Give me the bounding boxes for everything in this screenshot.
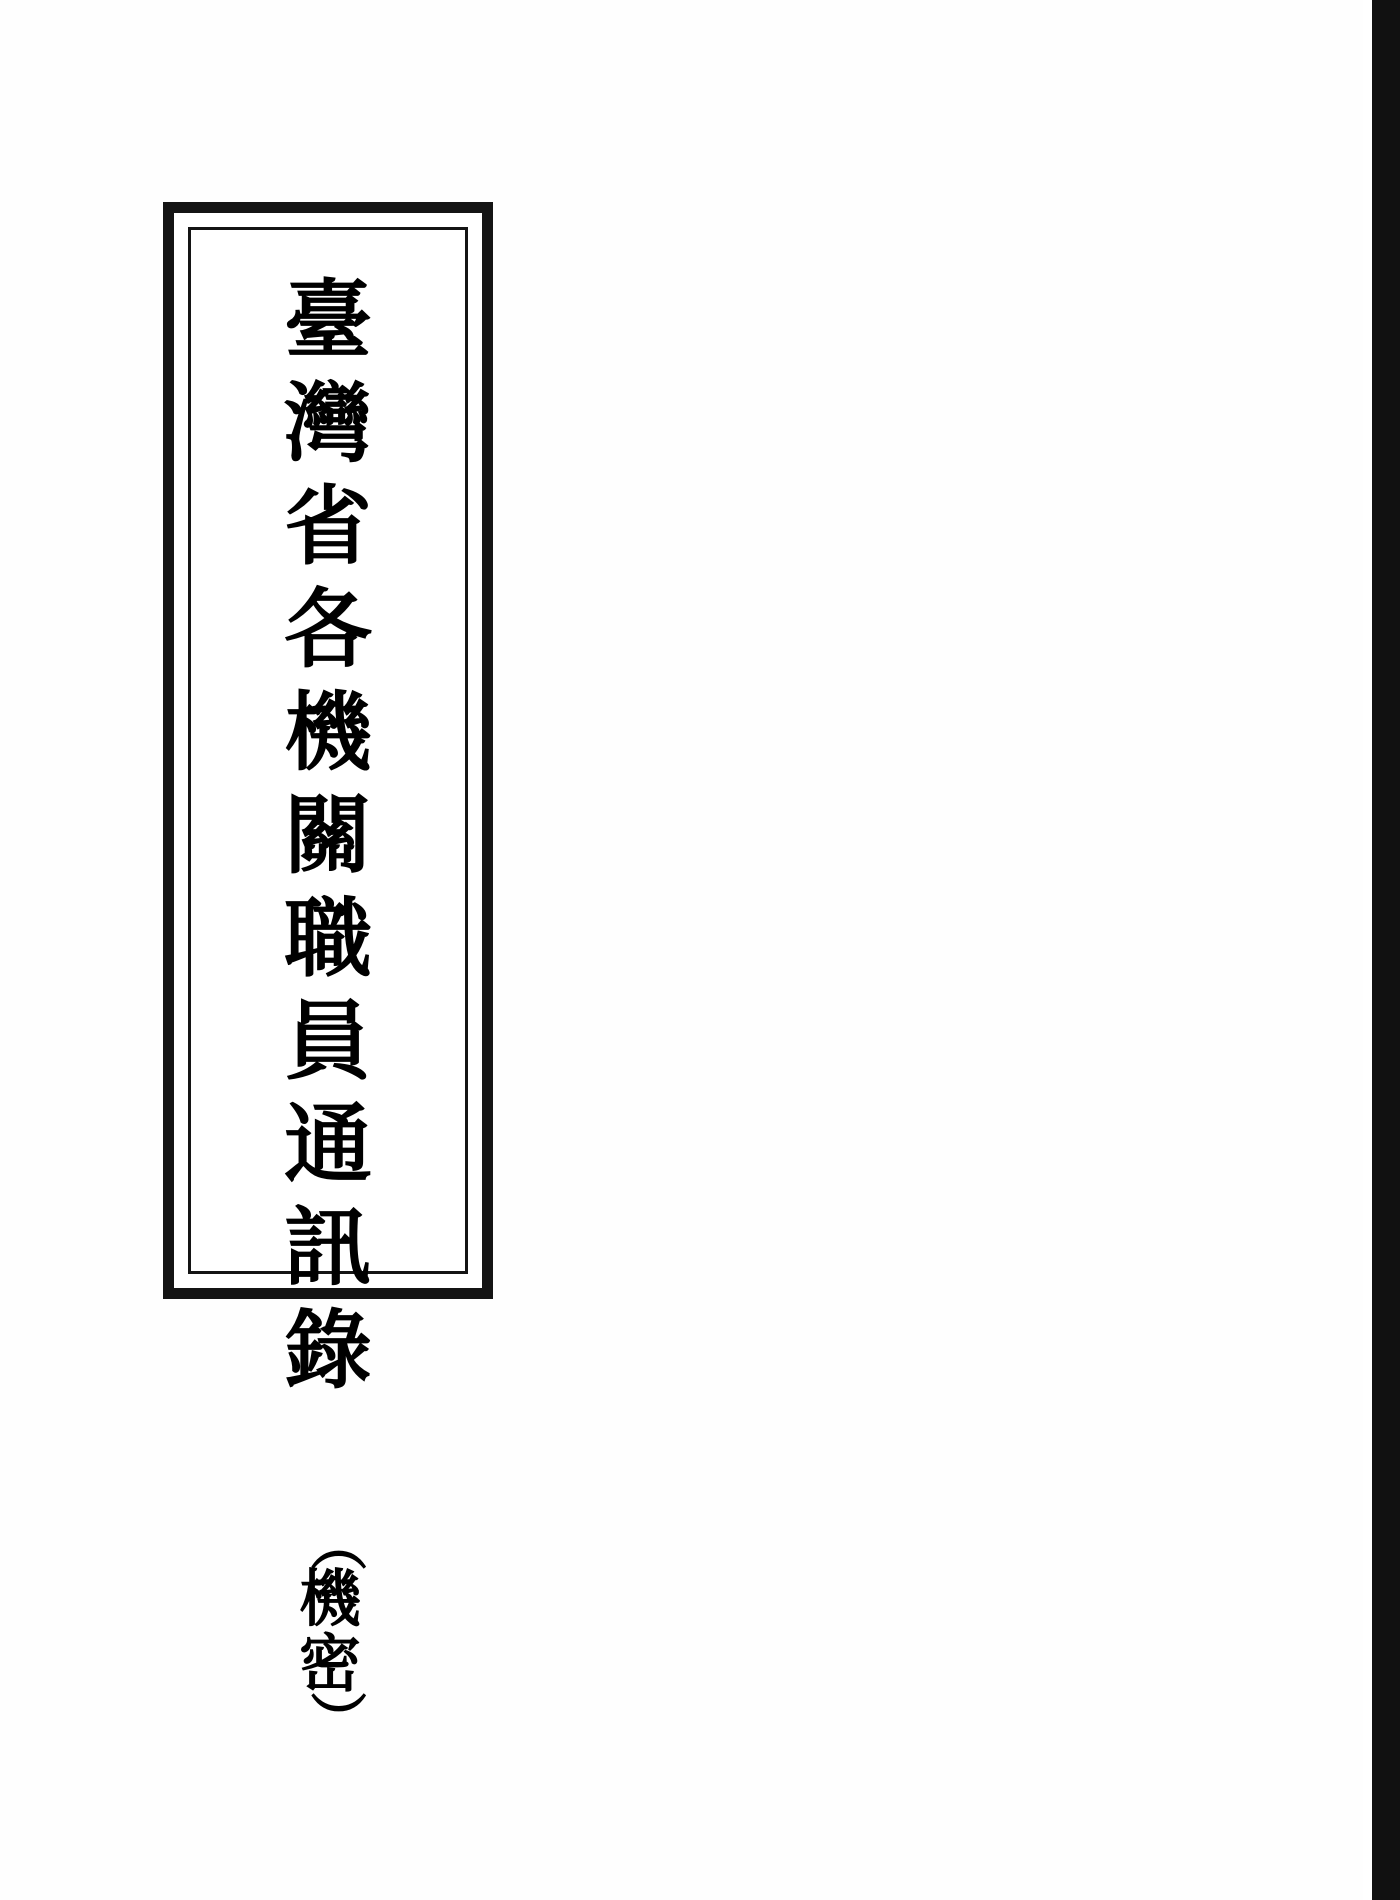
title-char: 通 xyxy=(284,1094,372,1195)
title-char: 員 xyxy=(284,991,372,1092)
vertical-title-text xyxy=(191,230,465,1401)
title-char: 錄 xyxy=(284,1300,372,1401)
title-char: 關 xyxy=(284,785,372,886)
scan-edge-band xyxy=(1372,0,1400,1900)
title-char: 訊 xyxy=(284,1197,372,1298)
classification-char: 機 xyxy=(298,1562,361,1635)
title-border-frame xyxy=(163,202,493,1401)
classification-marking xyxy=(265,1515,395,1748)
title-char: 省 xyxy=(284,476,372,577)
scan-edge-gap xyxy=(1363,0,1372,1900)
classification-close-paren: ） xyxy=(303,1691,369,1748)
classification-open-paren: （ xyxy=(303,1515,369,1571)
title-char: 臺 xyxy=(284,270,372,371)
classification-char: 密 xyxy=(298,1627,361,1701)
title-border-inner-rule xyxy=(188,227,468,1401)
title-char: 灣 xyxy=(284,373,372,474)
title-char: 職 xyxy=(284,888,372,989)
title-char: 機 xyxy=(284,682,372,783)
title-char: 各 xyxy=(284,579,372,680)
